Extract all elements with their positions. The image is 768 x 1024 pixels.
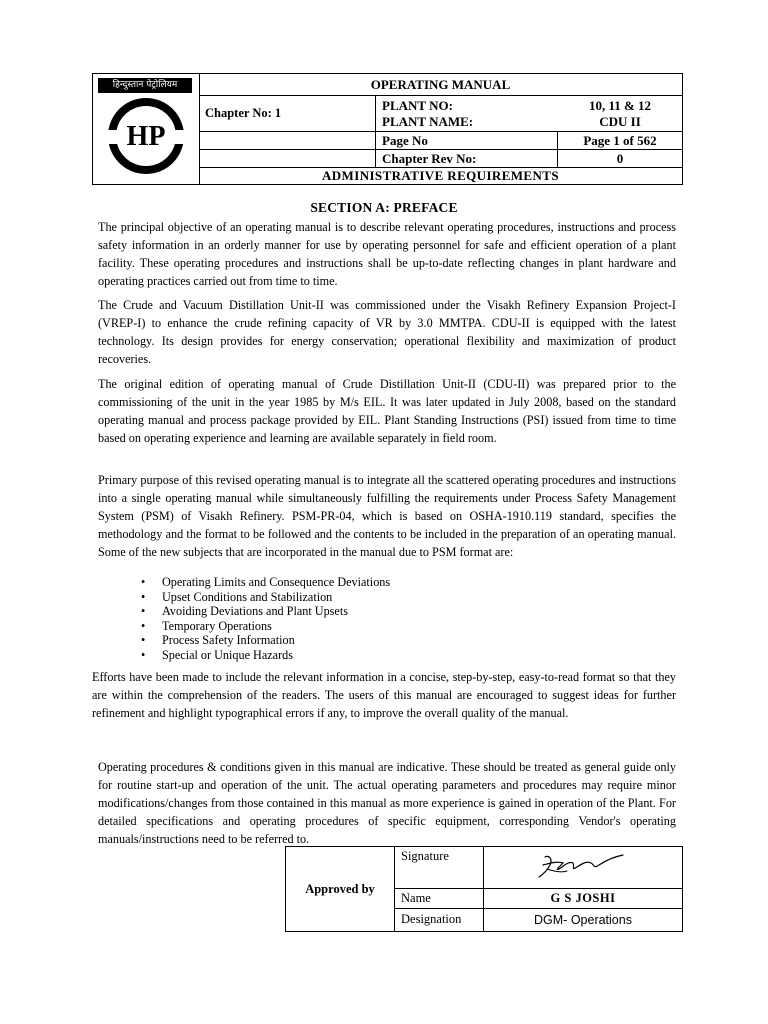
name-label: Name [401,891,431,905]
paragraph-6: Operating procedures & conditions given in this manual are indicative. These should be treated as general guide only for routine start-up and operation of the unit. The actual operating parameters and procedures may require minor modifications/changes from those contained in this manual as more experience is gained in operation of the Plant. For detailed specifications and operating procedures of specific equipment, corresponding Vendor's operating manuals/instructions need to be referred to. [98,760,676,846]
signature-row [395,847,682,889]
header-table [92,73,683,185]
plant-name-value: CDU II [599,113,641,129]
approval-table [285,846,683,932]
chapter-number: Chapter No: 1 [205,106,282,120]
signature-icon [533,851,633,885]
paragraph-5: Efforts have been made to include the relevant information in a concise, step-by-step, easy-to-read format so that they are within the comprehension of the readers. The users of this manual are encouraged to suggest ideas for further refinement and highlight typographical errors if any, to improve the overall quality of the manual. [92,670,676,720]
row-chapter-rev [199,150,682,168]
list-item: • Operating Limits and Consequence Deviations [141,575,391,589]
plant-labels [375,96,558,131]
page-no-value: Page 1 of 562 [583,132,657,148]
paragraph-4: Primary purpose of this revised operating manual is to integrate all the scattered operating procedures and instructions into a single operating manual while simultaneously fulfilling the requirements under Process Safety Management System (PSM) of Visakh Refinery. PSM-PR-04, which is based on OSHA-1910.119 standard, specifies the methodology and the format to be followed and the contents to be included in the preparation of an operating manual. Some of the new subjects that are incorporated in the manual due to PSM format are: [98,473,676,559]
approved-by-label: Approved by [286,847,395,931]
manual-title: OPERATING MANUAL [370,76,511,92]
logo-devanagari-text: हिन्दुस्तान पेट्रोलियम [98,78,192,93]
plant-name-label: PLANT NAME: [382,113,474,129]
designation-value: DGM- Operations [483,909,682,931]
designation-label: Designation [401,912,462,926]
row-page-no [199,132,682,150]
empty-cell-1 [199,132,375,149]
plant-no-label: PLANT NO: [382,97,453,113]
bullet-list [141,575,390,662]
list-item: • Upset Conditions and Stabilization [141,589,333,604]
designation-row [395,909,682,931]
hp-logo-icon [99,96,193,180]
signature-cell [483,847,682,888]
signature-label: Signature [401,849,449,863]
chapter-rev-value: 0 [616,150,624,166]
section-heading: ADMINISTRATIVE REQUIREMENTS [321,168,559,183]
name-value: G S JOSHI [483,889,682,908]
plant-values [558,96,682,131]
chapter-rev-label: Chapter Rev No: [375,150,558,167]
list-item: • Temporary Operations [141,618,272,633]
paragraph-2: The Crude and Vacuum Distillation Unit-II was commissioned under the Visakh Refinery Expansion Project-I (VREP-I) to enhance the crude refining capacity of VR by 3.0 MMTPA. CDU-II is equipped with the latest technology. Its design provides for energy conservation; operational flexibility and maximization of product recoveries. [98,298,676,366]
row-section-heading [199,168,682,184]
section-title: SECTION A: PREFACE [310,200,458,215]
row-manual-title [199,74,682,96]
logo-cell [93,74,200,184]
row-plant [199,96,682,132]
list-item: • Process Safety Information [141,633,295,647]
paragraph-1: The principal objective of an operating manual is to describe relevant operating procedures, instructions and process safety information in an orderly manner for use by operating personnel for safe and efficient operation of a plant facility. These operating procedures and instructions shall be up-to-date reflecting changes in plant hardware and operating practices carried out from time to time. [98,220,676,288]
plant-no-value: 10, 11 & 12 [588,97,652,113]
page-no-label: Page No [375,132,558,149]
list-item: • Special or Unique Hazards [141,647,293,662]
name-row [395,889,682,909]
empty-cell-2 [199,150,375,167]
list-item: • Avoiding Deviations and Plant Upsets [141,604,348,618]
paragraph-3: The original edition of operating manual of Crude Distillation Unit-II (CDU-II) was prepared prior to the commissioning of the unit in the year 1985 by M/s EIL. It was later updated in July 2008, based on the standard operating manual and process package provided by EIL. Plant Standing Instructions (PSI) issued from time to time based on operating experience and learning are available separately in field room. [98,377,676,445]
logo-hp-text: HP [126,121,166,152]
